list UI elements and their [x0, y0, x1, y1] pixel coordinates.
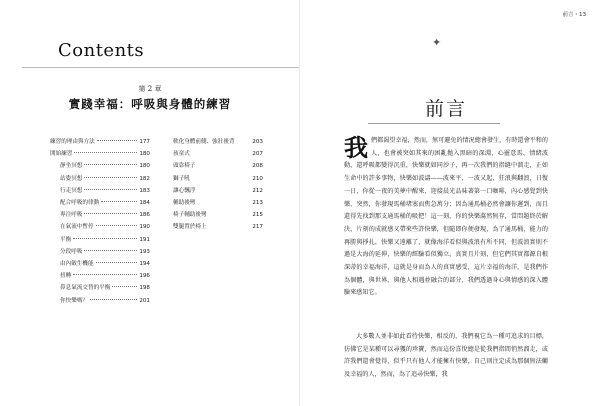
toc-entry-page: 203	[252, 139, 263, 145]
toc-entry-title: 靜坐冥想	[60, 163, 83, 170]
toc-entry[interactable]	[173, 160, 263, 172]
toc-leader	[84, 164, 137, 165]
star-ornament-icon: ✦	[432, 36, 442, 49]
toc-leader	[84, 250, 137, 251]
toc-entry-title: 分段呼吸	[60, 248, 83, 255]
toc-entry-title: 雙腿置於椅上	[173, 224, 207, 231]
toc-entry[interactable]	[173, 221, 263, 233]
toc-entry[interactable]	[50, 258, 150, 270]
toc-entry[interactable]	[50, 136, 150, 148]
toc-entry[interactable]	[173, 148, 263, 160]
toc-entry-title: 站姿冥想	[60, 175, 83, 182]
toc-entry-page: 208	[252, 163, 263, 170]
toc-entry[interactable]	[173, 209, 263, 221]
toc-entry-page: 183	[139, 187, 150, 194]
toc-entry[interactable]	[173, 197, 263, 209]
toc-entry[interactable]	[173, 173, 263, 185]
toc-entry-page: 193	[139, 248, 150, 255]
toc-leader	[96, 262, 138, 263]
toc-entry-title: 開始練習	[50, 151, 73, 158]
toc-entry-page: 213	[252, 200, 263, 207]
preface-paragraph-1	[344, 135, 548, 300]
toc-entry-page: 186	[139, 212, 150, 219]
toc-entry-title: 輔助後彎	[173, 200, 196, 207]
toc-entry-page: 217	[252, 224, 263, 231]
toc-entry-title: 讓心飄浮	[173, 187, 196, 194]
contents-title: Contents	[58, 40, 145, 61]
toc-leader	[73, 238, 137, 239]
toc-entry-page: 207	[252, 151, 263, 158]
toc-entry[interactable]	[50, 282, 150, 294]
toc-entry-title: 你快樂嗎？	[60, 297, 88, 304]
toc-entry-page: 184	[139, 200, 150, 207]
toc-entry-title: 扭轉	[60, 273, 72, 280]
toc-entry-page: 190	[139, 224, 150, 231]
toc-entry-title: 練習的理由與方法	[50, 139, 95, 145]
toc-entry[interactable]	[50, 185, 150, 197]
toc-entry[interactable]	[50, 295, 150, 307]
toc-entry-page: 177	[139, 139, 150, 145]
toc-entry-title: 由內斂生機能	[60, 261, 94, 268]
toc-entry[interactable]	[50, 246, 150, 258]
preface-title: 前言	[425, 98, 468, 120]
toc-entry-title: 配合呼吸的律動	[60, 200, 100, 207]
toc-entry[interactable]	[173, 185, 263, 197]
toc-entry-page: 201	[139, 297, 150, 304]
toc-left-column	[50, 136, 150, 307]
toc-leader	[101, 201, 137, 202]
toc-entry[interactable]	[50, 221, 150, 233]
toc-entry[interactable]	[50, 234, 150, 246]
toc-entry-page: 210	[252, 175, 263, 182]
toc-entry-title: 獅子吼	[173, 175, 190, 182]
toc-entry[interactable]	[50, 209, 150, 221]
toc-entry-page: 194	[139, 261, 150, 268]
toc-entry-page: 198	[139, 285, 150, 292]
toc-leader	[96, 225, 138, 226]
toc-leader	[84, 177, 137, 178]
chapter-number: 第 2 章	[138, 85, 162, 93]
toc-entry-title: 孩童式	[173, 151, 190, 158]
toc-entry-page: 182	[139, 175, 150, 182]
running-head: 前言・13	[562, 12, 586, 18]
toc-entry-title: 專注呼吸	[60, 212, 83, 219]
toc-leader	[84, 189, 137, 190]
toc-entry-title: 椅子輔助後彎	[173, 212, 207, 219]
toc-entry[interactable]	[50, 173, 150, 185]
toc-entry[interactable]	[50, 160, 150, 172]
chapter-title: 實踐幸福：呼吸與身體的練習	[68, 97, 232, 111]
toc-leader	[90, 299, 137, 300]
toc-entry[interactable]	[50, 148, 150, 160]
toc-leader	[112, 286, 137, 287]
toc-entry-page: 196	[139, 273, 150, 280]
toc-entry[interactable]	[50, 270, 150, 282]
toc-entry-page: 212	[252, 187, 263, 194]
toc-entry-page: 191	[139, 236, 150, 243]
toc-entry-title: 頭靠椅子	[173, 163, 196, 170]
toc-right-column	[173, 136, 263, 234]
toc-entry-page: 180	[139, 163, 150, 170]
toc-leader	[84, 213, 137, 214]
toc-entry[interactable]	[50, 197, 150, 209]
drop-cap: 我	[344, 133, 368, 162]
paragraph-1-text: 們都渴望幸福，然而，無可避免的情況總會發生，有時還會平和的人，也會被突如其來的困亂拋入黑暗的深淵，心靈意馬、情緒波動，還呼吸都變得沉重，快樂就如同沙子，再一次我們的指縫中溜走，正如生命中的許多事物，快樂如波濤——波來平，一波又起，狂浪與翻浪，日復一日，你從一夜的美夢中醒來，迎接晨光品味著第一口咖啡，內心感覺到快樂，突然，你發現馬桶堵塞而焦急萬分；因為通馬桶必然會讓你遲到，而且還得先找到那支通馬桶的吸把！這一刻，你的快樂蕩然無存，當問題終於解決，片刻的成就感又帶來些許快樂，但隨即你便發現，為了通馬桶，能力的再勝與掙扎，快樂又遠離了，就像海洋看似與波浪有所不同，但波浪實則不過是大海的延伸，快樂的經驗看似獨立，真實且片刻，但它們其實都源自根深蒂的幸福海洋，這就是身而為人的真實感受，這片幸福的海洋，是我們作為個體，與世界、與他人相遇並融合的部分，我們透過身心與情感的深入體驗來感知它。	[344, 137, 548, 297]
preface-divider	[368, 123, 500, 124]
toc-entry-title: 平衡	[60, 236, 72, 243]
toc-leader	[74, 152, 137, 153]
toc-entry-title: 行走冥想	[60, 187, 83, 194]
preface-paragraph-2: 大多數人並非如此看待快樂，相反的，我們視它為一種可追求的目標，彷佛它是某種可以尋獲的珍寶，然而這份喜悅總是從我們指間悄然溜走，或許我們還會覺得，似乎只有他人才能擁有快樂，自己則注定成為那個無法觸及幸福的人，然而，為了追尋快樂，我	[344, 333, 548, 379]
toc-entry-title: 鼻息氣流交替的平衡	[60, 285, 111, 292]
toc-entry-title: 軟化身體前側、強壯後背	[173, 139, 235, 145]
toc-leader	[73, 274, 137, 275]
toc-entry-title: 在氣流中暫停	[60, 224, 94, 231]
toc-entry-page: 215	[252, 212, 263, 219]
toc-leader	[97, 140, 138, 141]
toc-entry[interactable]	[173, 136, 263, 148]
chapter-divider	[22, 67, 300, 68]
toc-entry-page: 180	[139, 151, 150, 158]
